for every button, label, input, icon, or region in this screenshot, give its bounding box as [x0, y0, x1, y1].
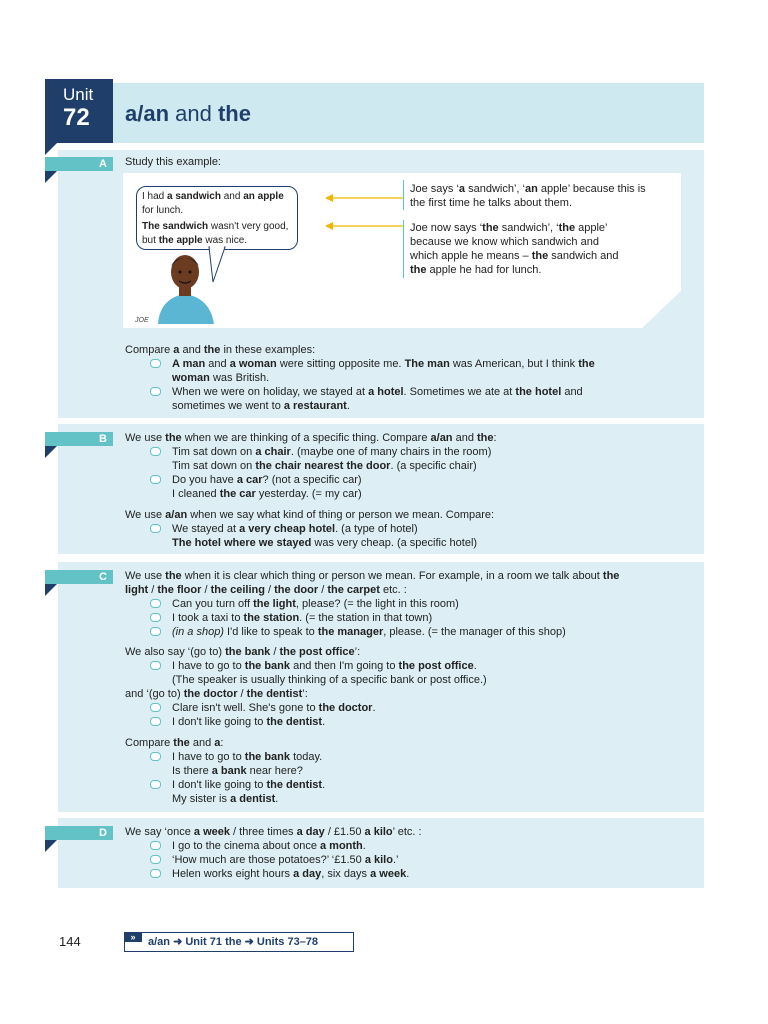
bubble-line-3: The sandwich wasn't very good, [142, 221, 289, 232]
character-name: JOE [135, 317, 149, 324]
section-b-corner [45, 446, 57, 458]
bullet [150, 447, 161, 456]
arrows-to-bubble [325, 190, 405, 230]
bullet [150, 613, 161, 622]
bullet [150, 752, 161, 761]
note-1-line-2: the first time he talks about them. [410, 197, 573, 209]
bullet [150, 841, 161, 850]
bubble-line-2: for lunch. [142, 205, 184, 216]
section-a-corner [45, 171, 57, 183]
joe-illustration [150, 250, 220, 325]
bullet [150, 703, 161, 712]
page-number: 144 [59, 934, 81, 949]
c-bank-line-1: I have to go to the bank and then I'm going to the post office. [172, 660, 477, 672]
b-example-1-line-1: Tim sat down on a chair. (maybe one of many chairs in the room) [172, 446, 492, 458]
section-d-corner [45, 840, 57, 852]
note-1-line-1: Joe says ‘a sandwich’, ‘an apple’ because this is [410, 183, 646, 195]
bullet [150, 855, 161, 864]
section-c-intro-line-1: We use the when it is clear which thing or person we mean. For example, in a room we talk about the [125, 570, 620, 582]
note-2-line-1: Joe now says ‘the sandwich’, ‘the apple’ [410, 222, 608, 234]
section-b-label: B [45, 432, 113, 446]
d-example-1: I go to the cinema about once a month. [172, 840, 366, 852]
c-compare-2-line-1: I don't like going to the dentist. [172, 779, 326, 791]
bullet [150, 627, 161, 636]
double-arrow-icon: » [124, 932, 142, 942]
c-doctor-2: I don't like going to the dentist. [172, 716, 326, 728]
section-c-label: C [45, 570, 113, 584]
bullet [150, 869, 161, 878]
section-c-also-say: We also say ‘(go to) the bank / the post office’: [125, 646, 361, 658]
bullet [150, 359, 161, 368]
bullet [150, 780, 161, 789]
section-a-compare: Compare a and the in these examples: [125, 344, 316, 356]
bullet [150, 661, 161, 670]
a-example-2-line-2: sometimes we went to a restaurant. [172, 400, 350, 412]
b-example-1-line-2: Tim sat down on the chair nearest the door. (a specific chair) [172, 460, 477, 472]
note-2-line-2: because we know which sandwich and [410, 236, 599, 248]
section-c-corner [45, 584, 57, 596]
bullet [150, 524, 161, 533]
note-2-bar [403, 220, 404, 278]
b-example-3-line-1: We stayed at a very cheap hotel. (a type of hotel) [172, 523, 418, 535]
unit-number: 72 [63, 104, 90, 131]
section-c-compare: Compare the and a: [125, 737, 224, 749]
a-example-1-line-2: woman was British. [172, 372, 270, 384]
section-c-and-go: and ‘(go to) the doctor / the dentist’: [125, 688, 308, 700]
section-a-intro: Study this example: [125, 156, 221, 168]
c-example-2: I took a taxi to the station. (= the station in that town) [172, 612, 433, 624]
panel-fold-corner [640, 290, 682, 330]
b-example-2-line-2: I cleaned the car yesterday. (= my car) [172, 488, 362, 500]
page-title: a/an and the [125, 101, 251, 126]
unit-box-corner [45, 143, 57, 155]
section-a-label: A [45, 157, 113, 171]
bullet [150, 717, 161, 726]
bullet [150, 387, 161, 396]
note-2-line-3: which apple he means – the sandwich and [410, 250, 619, 262]
c-compare-2-line-2: My sister is a dentist. [172, 793, 279, 805]
cross-reference-text[interactable]: a/an ➜ Unit 71 the ➜ Units 73–78 [148, 936, 319, 948]
note-2-line-4: the apple he had for lunch. [410, 264, 542, 276]
section-d-intro: We say ‘once a week / three times a day / £1.50 a kilo’ etc. : [125, 826, 422, 838]
section-b-intro: We use the when we are thinking of a specific thing. Compare a/an and the: [125, 432, 497, 444]
bullet [150, 475, 161, 484]
c-example-3: (in a shop) I'd like to speak to the manager, please. (= the manager of this shop) [172, 626, 566, 638]
c-example-1: Can you turn off the light, please? (= the light in this room) [172, 598, 459, 610]
bubble-line-1: I had a sandwich and an apple [142, 191, 284, 202]
c-compare-1-line-2: Is there a bank near here? [172, 765, 303, 777]
section-b-intro-2: We use a/an when we say what kind of thing or person we mean. Compare: [125, 509, 495, 521]
unit-word: Unit [63, 85, 94, 104]
a-example-1-line-1: A man and a woman were sitting opposite me. The man was American, but I think the [172, 358, 595, 370]
b-example-3-line-2: The hotel where we stayed was very cheap. (a specific hotel) [172, 537, 478, 549]
a-example-2-line-1: When we were on holiday, we stayed at a hotel. Sometimes we ate at the hotel and [172, 386, 583, 398]
c-doctor-1: Clare isn't well. She's gone to the doctor. [172, 702, 376, 714]
bullet [150, 599, 161, 608]
bubble-line-4: but the apple was nice. [142, 235, 248, 246]
c-compare-1-line-1: I have to go to the bank today. [172, 751, 323, 763]
section-d-label: D [45, 826, 113, 840]
b-example-2-line-1: Do you have a car? (not a specific car) [172, 474, 362, 486]
section-c-intro-line-2: light / the floor / the ceiling / the door / the carpet etc. : [125, 584, 407, 596]
d-example-2: ‘How much are those potatoes?’ ‘£1.50 a kilo.’ [172, 854, 399, 866]
c-bank-line-2: (The speaker is usually thinking of a specific bank or post office.) [172, 674, 487, 686]
note-1-bar [403, 180, 404, 210]
d-example-3: Helen works eight hours a day, six days a week. [172, 868, 410, 880]
